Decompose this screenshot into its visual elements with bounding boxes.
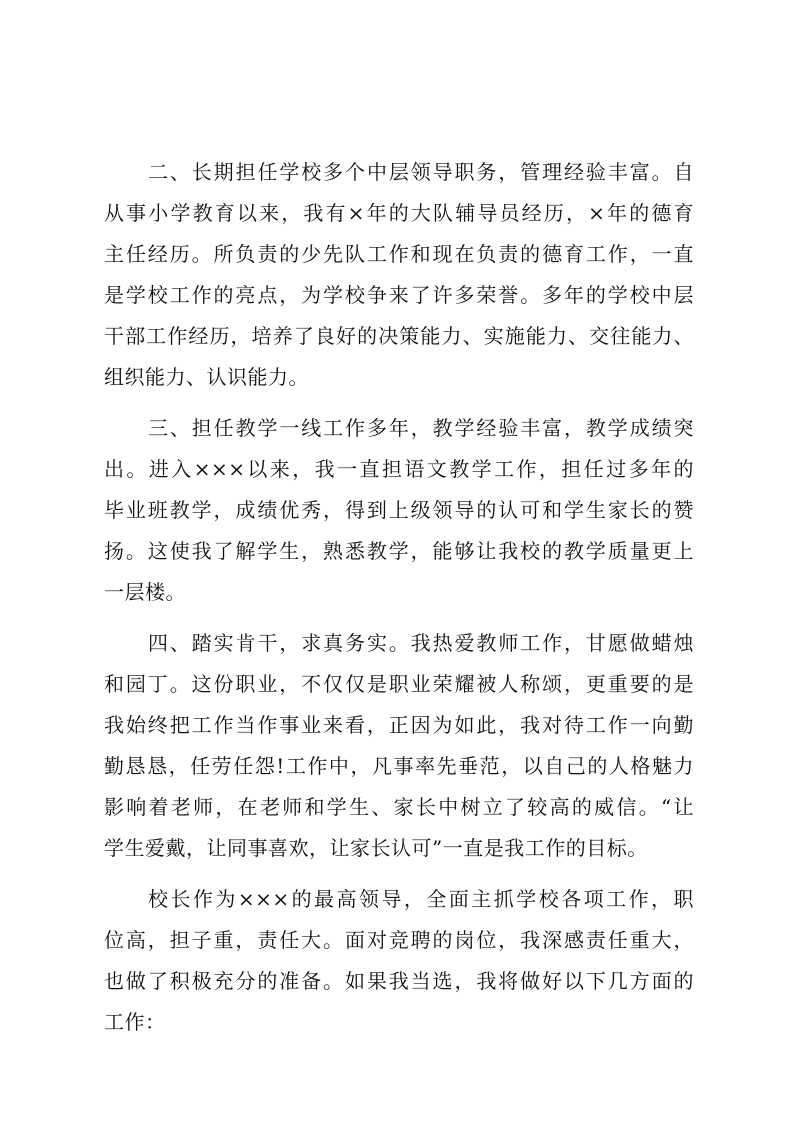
paragraph-spacer (104, 613, 694, 623)
paragraph-line: 干部工作经历，培养了良好的决策能力、实施能力、交往能力、 (104, 324, 694, 348)
paragraph-spacer (104, 869, 694, 879)
paragraph-work-attitude (104, 623, 694, 869)
paragraph-line: 位高，担子重，责任大。面对竞聘的岗位，我深感责任重大， (104, 928, 694, 952)
paragraph-line: 和园丁。这份职业，不仅仅是职业荣耀被人称颂，更重要的是 (104, 672, 694, 696)
paragraph-line: 勤恳恳，任劳任怨!工作中，凡事率先垂范，以自己的人格魅力 (104, 754, 694, 778)
document-body (104, 152, 694, 1043)
paragraph-line: 主任经历。所负责的少先队工作和现在负责的德育工作，一直 (104, 242, 694, 266)
paragraph-line: 二、长期担任学校多个中层领导职务，管理经验丰富。自 (148, 160, 694, 184)
paragraph-line: 组织能力、认识能力。 (104, 365, 309, 389)
paragraph-line: 出。进入×××以来，我一直担语文教学工作，担任过多年的 (104, 457, 694, 481)
paragraph-line: 扬。这使我了解学生，熟悉教学，能够让我校的教学质量更上 (104, 539, 694, 563)
paragraph-line: 一层楼。 (104, 580, 186, 604)
paragraph-line: 四、踏实肯干，求真务实。我热爱教师工作，甘愿做蜡烛 (148, 631, 694, 655)
paragraph-line: 校长作为×××的最高领导，全面主抓学校各项工作，职 (148, 887, 694, 911)
paragraph-management-experience (104, 152, 694, 398)
paragraph-line: 三、担任教学一线工作多年，教学经验丰富，教学成绩突 (148, 416, 694, 440)
paragraph-line: 工作： (104, 1010, 166, 1034)
paragraph-line: 影响着老师，在老师和学生、家长中树立了较高的威信。“让 (104, 795, 694, 819)
paragraph-line: 学生爱戴，让同事喜欢，让家长认可”一直是我工作的目标。 (104, 836, 648, 860)
paragraph-line: 毕业班教学，成绩优秀，得到上级领导的认可和学生家长的赞 (104, 498, 694, 522)
paragraph-line: 从事小学教育以来，我有×年的大队辅导员经历，×年的德育 (104, 201, 694, 225)
paragraph-spacer (104, 398, 694, 408)
paragraph-principal-role (104, 879, 694, 1043)
paragraph-line: 也做了积极充分的准备。如果我当选，我将做好以下几方面的 (104, 969, 694, 993)
paragraph-line: 我始终把工作当作事业来看，正因为如此，我对待工作一向勤 (104, 713, 694, 737)
paragraph-teaching-experience (104, 408, 694, 613)
paragraph-line: 是学校工作的亮点，为学校争来了许多荣誉。多年的学校中层 (104, 283, 694, 307)
